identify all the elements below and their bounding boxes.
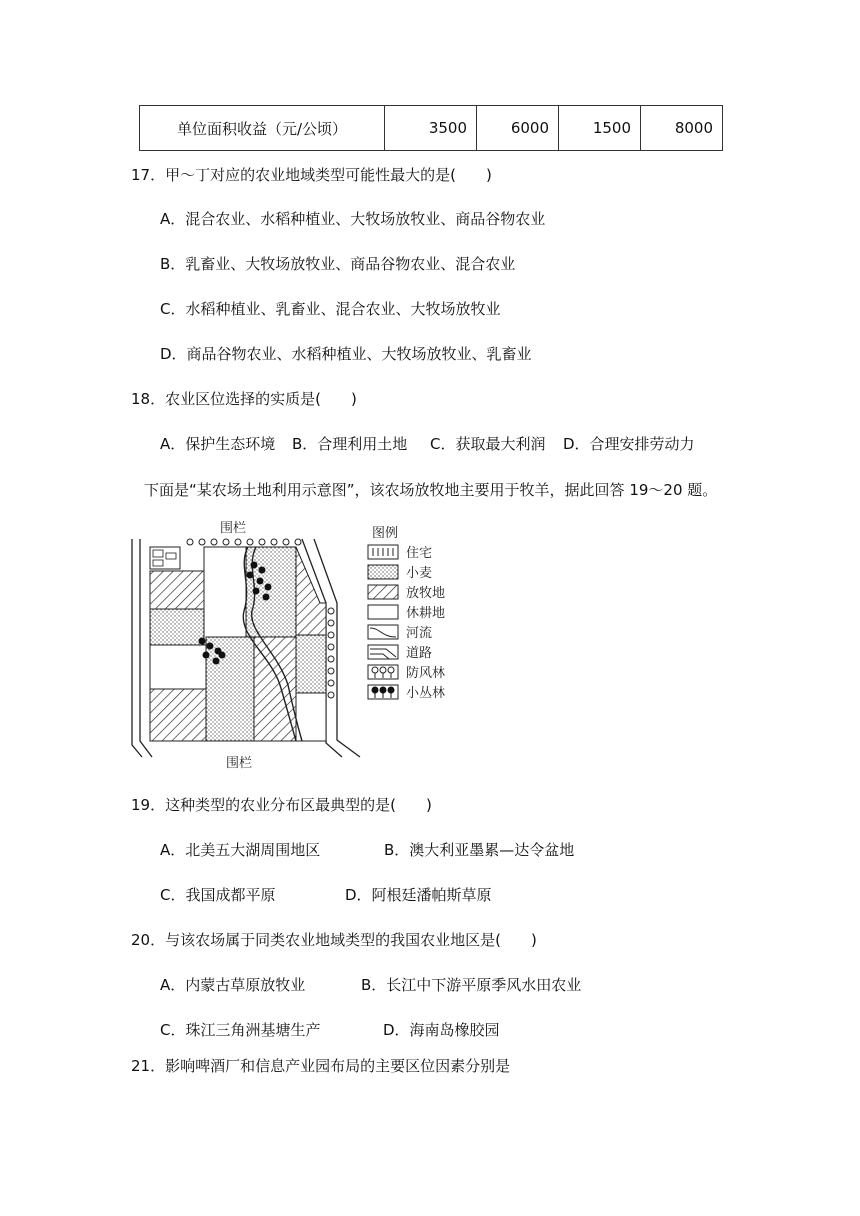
- legend-title: 图例: [372, 526, 399, 541]
- legend-swatch-pasture: [368, 585, 398, 599]
- question-19-option-c: C．我国成都平原: [160, 886, 276, 904]
- question-17-option-b: B．乳畜业、大牧场放牧业、商品谷物农业、混合农业: [160, 255, 516, 273]
- table-cell-jia: 3500: [385, 106, 477, 151]
- revenue-table: [139, 105, 723, 151]
- legend-label-copse: 小丛林: [406, 686, 446, 701]
- question-17-option-a: A．混合农业、水稻种植业、大牧场放牧业、商品谷物农业: [160, 210, 546, 228]
- question-19-stem: 19．这种类型的农业分布区最典型的是( ): [131, 796, 432, 814]
- legend-swatch-road: [368, 645, 398, 659]
- question-20-option-d: D．海南岛橡胶园: [383, 1021, 500, 1039]
- pasture-plot: [150, 571, 204, 609]
- wheat-plot: [150, 609, 204, 645]
- table-cell-ding: 8000: [641, 106, 723, 151]
- pasture-plot: [150, 689, 206, 741]
- figure-intro-text: 下面是“某农场土地利用示意图”，该农场放牧地主要用于牧羊，据此回答 19～20 题。: [144, 481, 718, 499]
- farmhouse-icon: [153, 550, 163, 557]
- question-17-option-c: C．水稻种植业、乳畜业、混合农业、大牧场放牧业: [160, 300, 501, 318]
- table-cell-yi: 6000: [477, 106, 559, 151]
- copse-icon: [372, 687, 394, 698]
- legend-label-fallow: 休耕地: [406, 606, 446, 621]
- question-18-option-b: B．合理利用土地: [292, 435, 408, 453]
- wheat-plot: [296, 635, 326, 693]
- table-cell-bing: 1500: [559, 106, 641, 151]
- question-19-option-d: D．阿根廷潘帕斯草原: [345, 886, 492, 904]
- question-20-stem: 20．与该农场属于同类农业地域类型的我国农业地区是( ): [131, 931, 537, 949]
- wheat-plot: [206, 637, 254, 741]
- question-18-option-c: C．获取最大利润: [430, 435, 546, 453]
- legend-label-house: 住宅: [406, 546, 433, 561]
- fence-top-label: 围栏: [220, 521, 247, 536]
- legend-label-shelterbelt: 防风林: [406, 666, 446, 681]
- question-20-option-c: C．珠江三角洲基塘生产: [160, 1021, 321, 1039]
- question-20-option-a: A．内蒙古草原放牧业: [160, 976, 306, 994]
- legend-label-river: 河流: [406, 626, 433, 641]
- question-19-option-a: A．北美五大湖周围地区: [160, 841, 321, 859]
- question-18-option-d: D．合理安排劳动力: [563, 435, 695, 453]
- shelterbelt-icon: [372, 667, 394, 678]
- question-21-stem: 21．影响啤酒厂和信息产业园布局的主要区位因素分别是: [131, 1057, 511, 1075]
- question-20-option-b: B．长江中下游平原季风水田农业: [361, 976, 582, 994]
- farmhouse-icon: [166, 553, 176, 559]
- legend-label-wheat: 小麦: [406, 566, 433, 581]
- legend-swatch-wheat: [368, 565, 398, 579]
- fallow-plot: [204, 547, 246, 645]
- farmhouse-icon: [153, 560, 163, 566]
- table-row-label: 单位面积收益（元/公顷）: [140, 106, 385, 151]
- question-17-stem: 17．甲～丁对应的农业地域类型可能性最大的是( ): [131, 166, 492, 184]
- fence-bottom-label: 围栏: [226, 756, 253, 771]
- table-row: [140, 106, 723, 151]
- question-19-option-b: B．澳大利亚墨累—达令盆地: [384, 841, 575, 859]
- question-18-option-a: A．保护生态环境: [160, 435, 276, 453]
- legend-label-pasture: 放牧地: [406, 586, 446, 601]
- question-18-stem: 18．农业区位选择的实质是( ): [131, 390, 357, 408]
- question-17-option-d: D．商品谷物农业、水稻种植业、大牧场放牧业、乳畜业: [160, 345, 532, 363]
- farm-land-use-figure: [130, 515, 460, 777]
- fallow-plot: [150, 645, 206, 689]
- legend-swatch-fallow: [368, 605, 398, 619]
- legend-label-road: 道路: [406, 646, 433, 661]
